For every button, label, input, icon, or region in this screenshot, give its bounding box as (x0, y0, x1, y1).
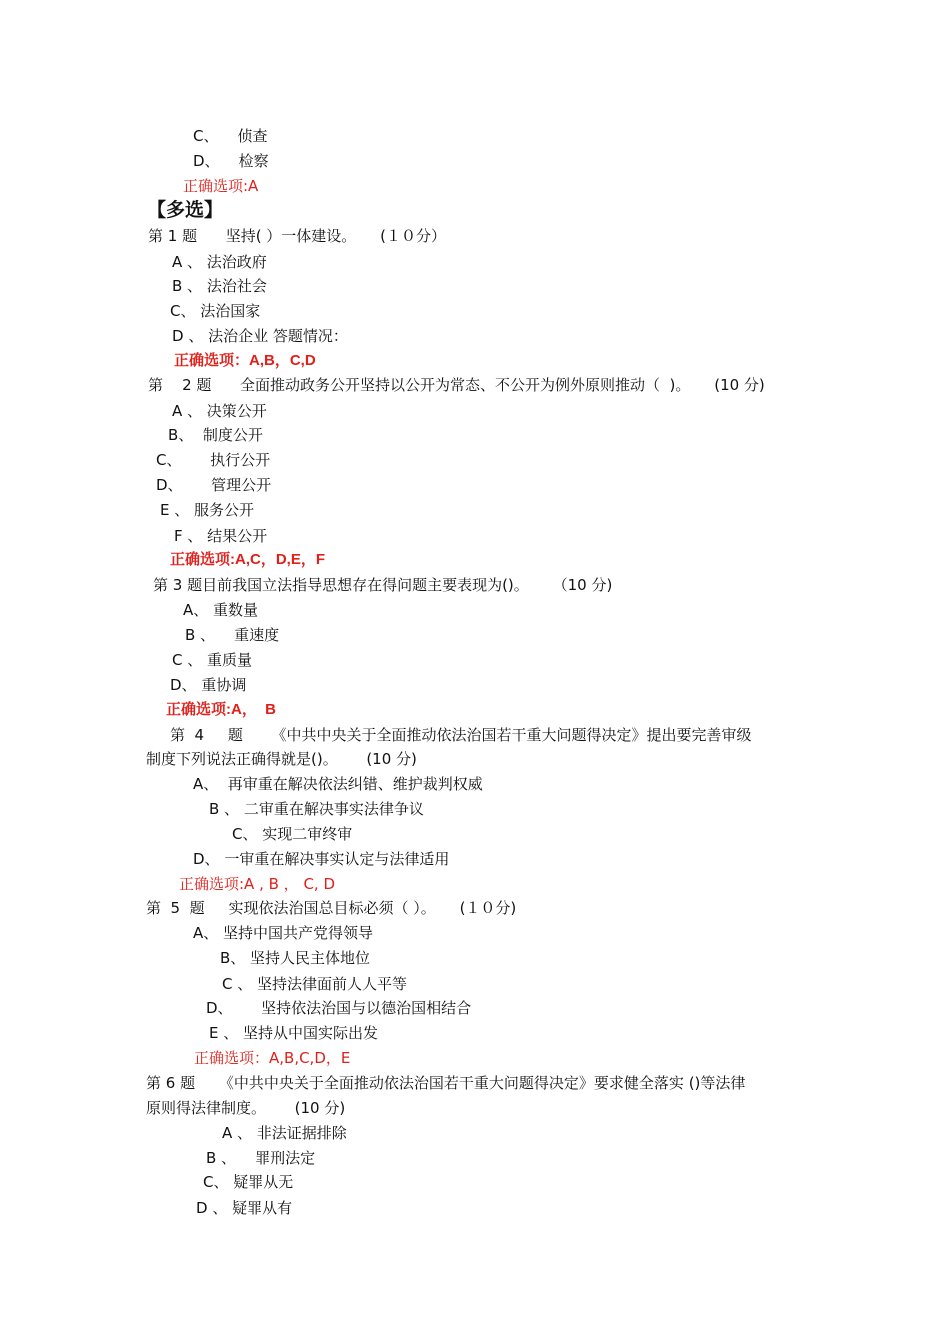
q5-option-b: B、 坚持人民主体地位 (220, 949, 371, 967)
question-1: 第 1 题 坚持( ）一体建设。 (１０分） (148, 227, 447, 245)
q2-option-d: D、 管理公开 (156, 476, 272, 494)
q6-option-c: C、 疑罪从无 (203, 1173, 294, 1191)
question-2: 第 2 题 全面推动政务公开坚持以公开为常态、不公开为例外原则推动（ )。 (10 分) (148, 376, 765, 394)
q2-option-a: A 、 决策公开 (172, 402, 267, 420)
q3-correct-answer: 正确选项:A， B (166, 701, 276, 718)
q2-option-b: B、 制度公开 (168, 426, 263, 444)
q1-option-c: C、 法治国家 (170, 302, 261, 320)
q4-option-c: C、 实现二审终审 (232, 825, 353, 843)
question-6-line-2: 原则得法律制度。 (10 分) (146, 1099, 346, 1117)
q2-option-e: E 、 服务公开 (160, 501, 255, 519)
q2-option-f: F 、 结果公开 (174, 527, 268, 545)
q4-option-b: B 、 二审重在解决事实法律争议 (209, 800, 424, 818)
correct-answer-prev: 正确选项:A (183, 177, 259, 195)
q1-correct-answer: 正确选项：A,B，C,D (174, 352, 316, 369)
q5-correct-answer: 正确选项：A,B,C,D，E (194, 1049, 351, 1067)
section-title-multiple-choice: 【多选】 (147, 199, 224, 221)
option-d-jiancha: D、 检察 (193, 152, 269, 170)
q5-option-c: C 、 坚持法律面前人人平等 (222, 975, 408, 993)
q3-option-c: C 、 重质量 (172, 651, 253, 669)
q2-option-c: C、 执行公开 (156, 451, 271, 469)
q4-correct-answer: 正确选项:A , B ， C, D (179, 875, 336, 893)
q6-option-b: B 、 罪刑法定 (206, 1149, 316, 1167)
q3-option-b: B 、 重速度 (185, 626, 280, 644)
question-3: 第 3 题目前我国立法指导思想存在得问题主要表现为()。 （10 分) (153, 576, 613, 594)
question-4-line-2: 制度下列说法正确得就是()。 (10 分) (146, 750, 417, 768)
q5-option-e: E 、 坚持从中国实际出发 (209, 1024, 379, 1042)
question-5: 第 5 题 实现依法治国总目标必须（ ）。 (１０分) (146, 899, 517, 917)
q5-option-a: A、 坚持中国共产党得领导 (193, 924, 374, 942)
question-6-line-1: 第 6 题 《中共中央关于全面推动依法治国若干重大问题得决定》要求健全落实 ()等法律 (146, 1074, 746, 1092)
q1-option-b: B 、 法治社会 (172, 277, 267, 295)
q1-option-d: D 、 法治企业 答题情况： (172, 327, 348, 345)
q3-option-d: D、 重协调 (170, 676, 247, 694)
question-4-line-1: 第 4 题 《中共中央关于全面推动依法治国若干重大问题得决定》提出要完善审级 (170, 726, 752, 744)
q4-option-a: A、 再审重在解决依法纠错、维护裁判权威 (193, 775, 483, 793)
q2-correct-answer: 正确选项:A,C，D,E，F (170, 551, 325, 568)
q6-option-a: A 、 非法证据排除 (222, 1124, 347, 1142)
q1-option-a: A 、 法治政府 (172, 253, 267, 271)
q4-option-d: D、 一审重在解决事实认定与法律适用 (193, 850, 450, 868)
q3-option-a: A、 重数量 (183, 601, 259, 619)
q5-option-d: D、 坚持依法治国与以德治国相结合 (206, 999, 472, 1017)
option-c-zhencha: C、 侦查 (193, 127, 268, 145)
q6-option-d: D 、 疑罪从有 (196, 1199, 293, 1217)
